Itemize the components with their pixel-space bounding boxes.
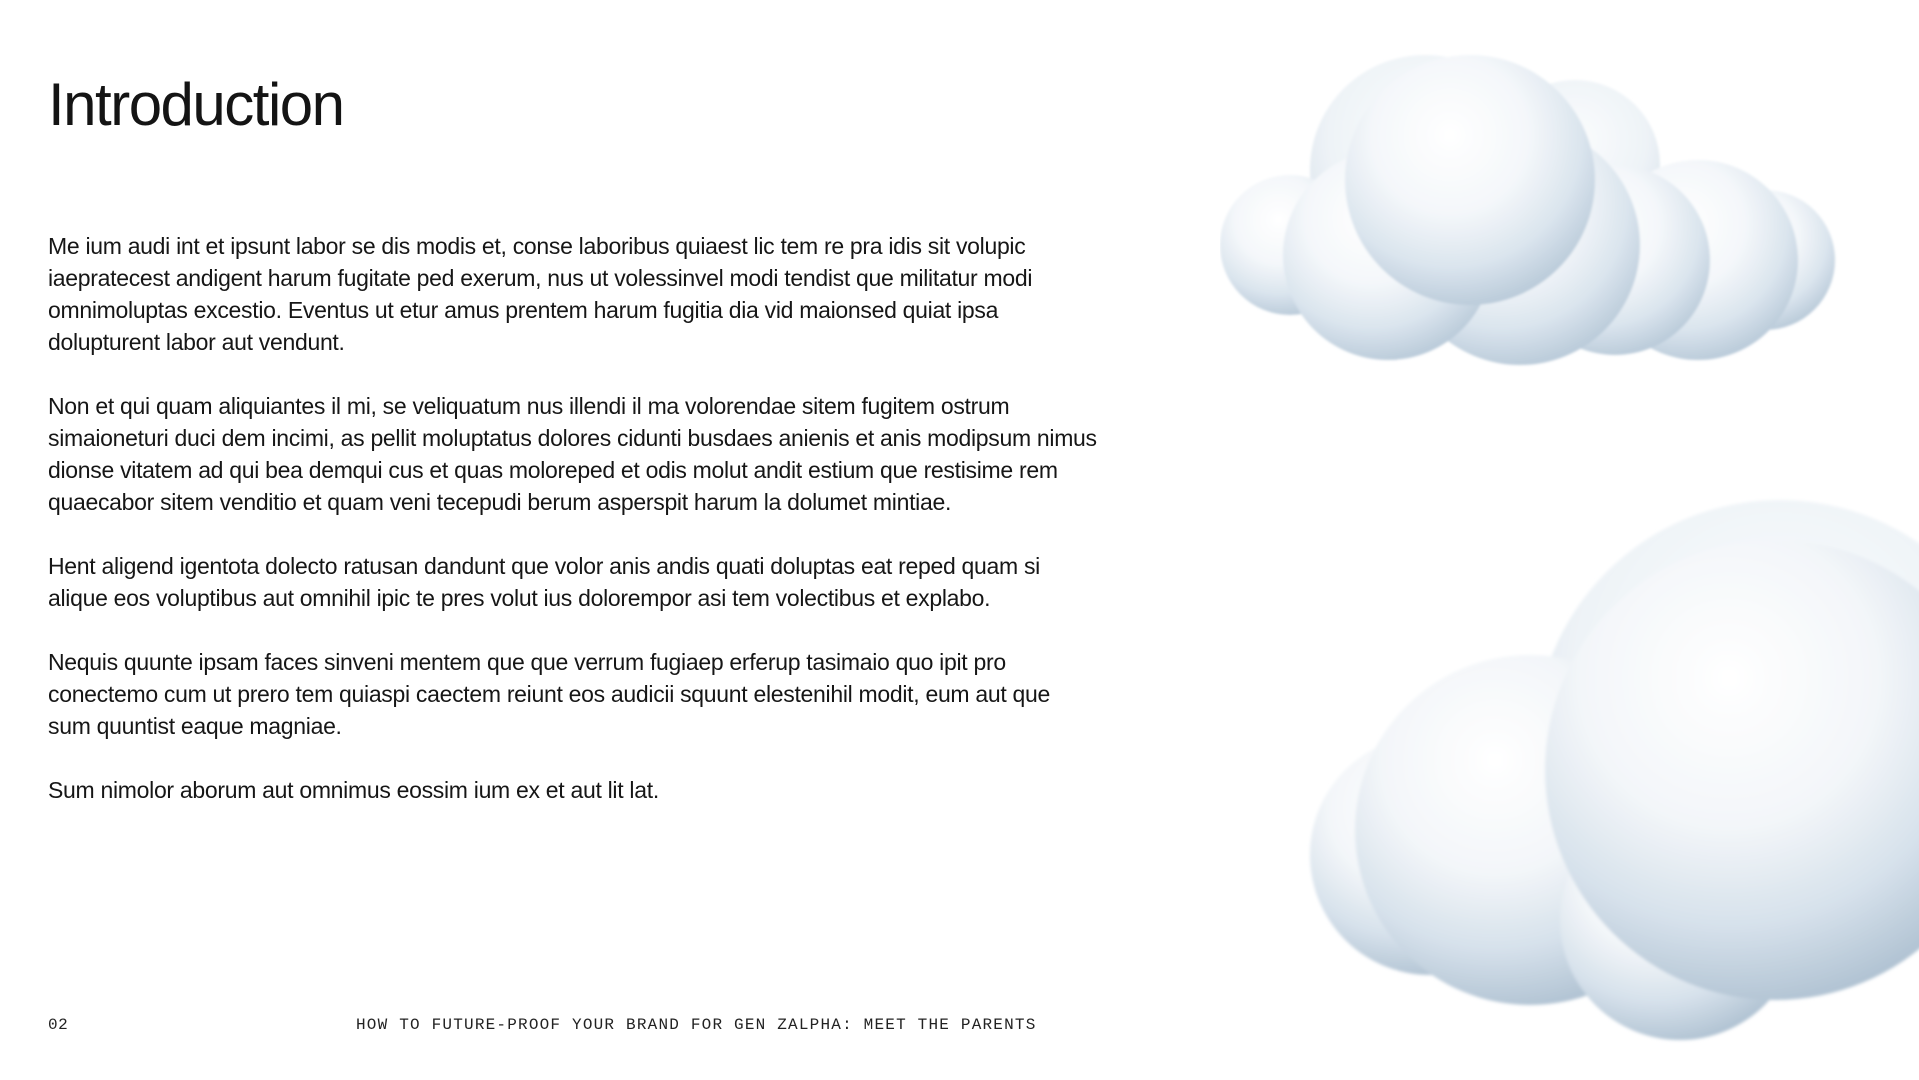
document-title: HOW TO FUTURE-PROOF YOUR BRAND FOR GEN ZALPHA: MEET THE PARENTS <box>356 1016 1037 1034</box>
paragraph: Me ium audi int et ipsunt labor se dis modis et, conse laboribus quiaest lic tem re pra idis sit volupic iaepratecest andigent harum fugitate ped exerum, nus ut volessinvel modi tendist que militatur modi omnimoluptas excestio. Eventus ut etur amus prentem harum fugitia dia vid maionsed quiat ipsa dolupturent labor aut vendunt. <box>48 233 1033 355</box>
body-text <box>48 230 1098 838</box>
paragraph: Sum nimolor aborum aut omnimus eossim ium ex et aut lit lat. <box>48 777 659 803</box>
cloud-illustration <box>1220 20 1860 370</box>
paragraph: Non et qui quam aliquiantes il mi, se veliquatum nus illendi il ma volorendae sitem fugitem ostrum simaioneturi duci dem incimi, as pellit moluptatus dolores cidunti busdaes anienis et anis modipsum nimus dionse vitatem ad qui bea demqui cus et quas moloreped et odis molut andit estium que restisime rem quaecabor sitem venditio et quam veni tecepudi berum asperspit harum la dolumet mintiae. <box>48 393 1097 515</box>
cloud-illustration <box>1300 490 1919 1050</box>
paragraph: Nequis quunte ipsam faces sinveni mentem que que verrum fugiaep erferup tasimaio quo ipit pro conectemo cum ut prero tem quiaspi caectem reiunt eos audicii squunt elestenihil modit, eum aut que sum quuntist eaque magniae. <box>48 649 1051 739</box>
page-number: 02 <box>48 1016 69 1034</box>
cloud-image-bottom <box>1300 490 1919 1050</box>
cloud-image-top <box>1220 20 1860 370</box>
page-title: Introduction <box>48 71 344 138</box>
paragraph: Hent aligend igentota dolecto ratusan dandunt que volor anis andis quati doluptas eat reped quam si alique eos voluptibus aut omnihil ipic te pres volut ius dolorempor asi tem volectibus et explabo. <box>48 553 1040 611</box>
